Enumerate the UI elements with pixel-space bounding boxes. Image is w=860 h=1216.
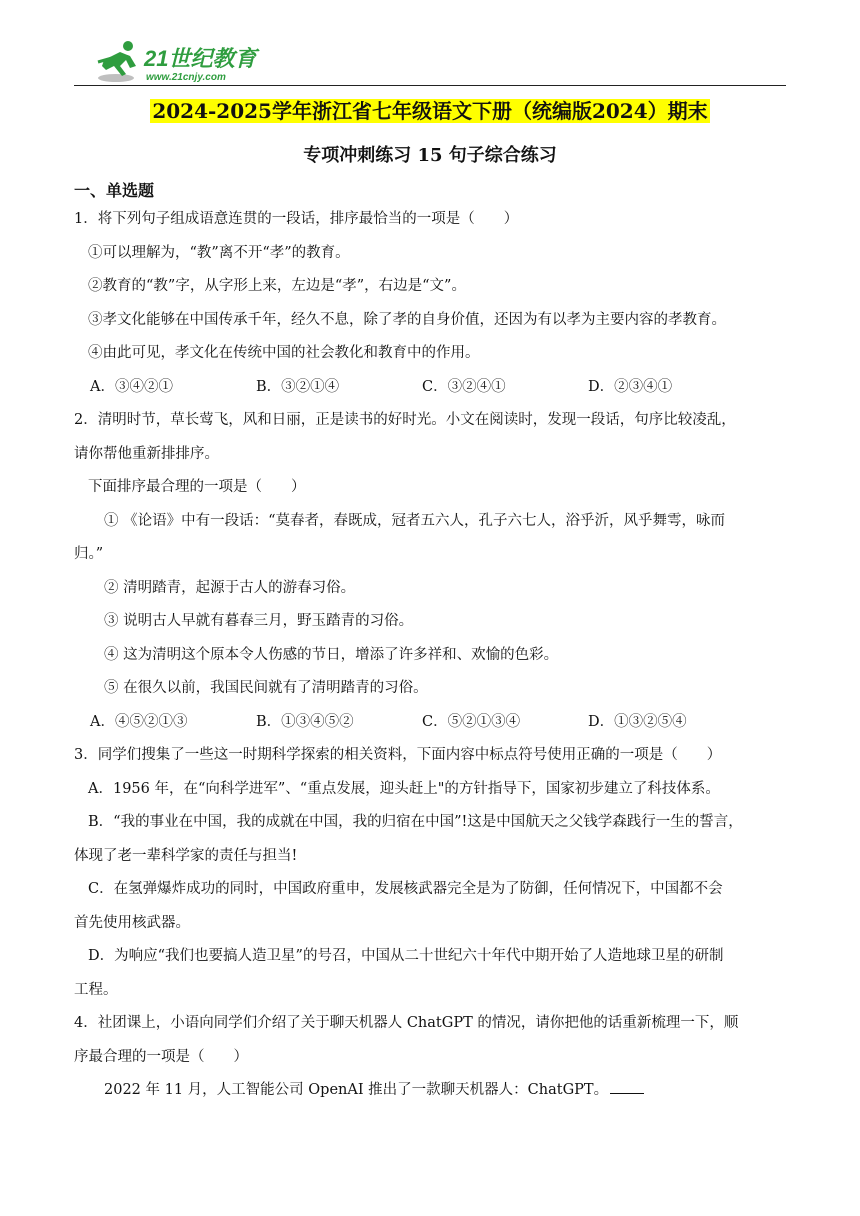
logo-url: www.21cnjy.com [146, 72, 226, 83]
q1-option-c[interactable]: C．③②④① [422, 378, 506, 395]
q1-item: ①可以理解为，“教”离不开“孝”的教育。 [88, 244, 350, 261]
running-figure-icon [96, 40, 266, 86]
q1-item: ②教育的“教”字，从字形上来，左边是“孝”，右边是“文”。 [88, 278, 466, 294]
passage-text: 2022 年 11 月，人工智能公司 OpenAI 推出了一款聊天机器人：ChatGPT。 [104, 1082, 609, 1098]
q3-option-b-cont: 体现了老一辈科学家的责任与担当! [74, 847, 298, 864]
question-3-stem: 3．同学们搜集了一些这一时期科学探索的相关资料，下面内容中标点符号使用正确的一项是（ ） [74, 747, 722, 763]
header-divider [74, 85, 786, 86]
question-3 [74, 739, 790, 1007]
question-4-passage [74, 1074, 790, 1108]
q1-item: ③孝文化能够在中国传承千年，经久不息，除了孝的自身价值，还因为有以孝为主要内容的孝教育。 [88, 311, 726, 328]
q2-option-c[interactable]: C．⑤②①③④ [422, 713, 521, 730]
logo [96, 40, 266, 86]
question-list [74, 203, 790, 1108]
q2-item: ① 《论语》中有一段话：“莫春者，春既成，冠者五六人，孔子六七人，浴乎沂，风乎舞雩，咏而 [104, 512, 726, 529]
fill-blank[interactable] [610, 1079, 644, 1094]
q3-option-d[interactable]: D．为响应“我们也要搞人造卫星”的号召，中国从二十世纪六十年代中期开始了人造地球卫星的研制 [88, 948, 724, 964]
question-2 [74, 404, 790, 739]
doc-title [0, 96, 860, 126]
question-1 [74, 203, 790, 404]
q1-option-d[interactable]: D．②③④① [588, 378, 673, 395]
q2-item: ② 清明踏青，起源于古人的游春习俗。 [104, 579, 356, 596]
q3-option-b[interactable]: B．“我的事业在中国，我的成就在中国，我的归宿在中国”!这是中国航天之父钱学森践行一生的誓言， [88, 814, 743, 830]
q1-option-a[interactable]: A．③④②① [90, 378, 173, 395]
logo-title: 21世纪教育 [144, 46, 257, 71]
q3-option-d-cont: 工程。 [74, 981, 118, 998]
q3-option-c-cont: 首先使用核武器。 [74, 914, 190, 931]
q2-option-b[interactable]: B．①③④⑤② [256, 713, 354, 730]
doc-title-line1: 2024-2025学年浙江省七年级语文下册（统编版2024）期末 [152, 99, 708, 123]
question-4-stem: 4．社团课上，小语向同学们介绍了关于聊天机器人 ChatGPT 的情况，请你把他的话重新梳理一下，顺 [74, 1015, 739, 1031]
q2-item: ④ 这为清明这个原本令人伤感的节日，增添了许多祥和、欢愉的色彩。 [104, 646, 559, 663]
question-2-prompt: 下面排序最合理的一项是（ ） [88, 479, 306, 495]
q2-item: ⑤ 在很久以前，我国民间就有了清明踏青的习俗。 [104, 680, 428, 696]
q2-item-cont: 归。” [74, 546, 104, 562]
q2-option-a[interactable]: A．④⑤②①③ [90, 713, 188, 730]
q3-option-a[interactable]: A．1956 年，在“向科学进军”、“重点发展，迎头赶上"的方针指导下，国家初步建立了科技体系。 [88, 780, 720, 797]
q1-item: ④由此可见，孝文化在传统中国的社会教化和教育中的作用。 [88, 345, 480, 361]
q2-options [74, 706, 790, 740]
q2-option-d[interactable]: D．①③②⑤④ [588, 713, 687, 730]
q1-option-b[interactable]: B．③②①④ [256, 378, 340, 395]
question-4-stem-cont: 序最合理的一项是（ ） [74, 1048, 248, 1065]
q1-options [74, 371, 790, 405]
question-2-stem: 2．清明时节，草长莺飞，风和日丽，正是读书的好时光。小文在阅读时，发现一段话，句序比较凌乱， [74, 412, 736, 428]
doc-subtitle: 专项冲刺练习 15 句子综合练习 [303, 145, 557, 166]
section-heading: 一、单选题 [74, 181, 155, 200]
q2-item: ③ 说明古人早就有暮春三月，野玉踏青的习俗。 [104, 613, 414, 629]
question-2-stem-cont: 请你帮他重新排排序。 [74, 445, 219, 462]
q3-option-c[interactable]: C．在氢弹爆炸成功的同时，中国政府重申，发展核武器完全是为了防御，任何情况下，中国都不会 [88, 881, 723, 897]
question-1-stem: 1．将下列句子组成语意连贯的一段话，排序最恰当的一项是（ ） [74, 211, 519, 227]
question-4 [74, 1007, 790, 1108]
